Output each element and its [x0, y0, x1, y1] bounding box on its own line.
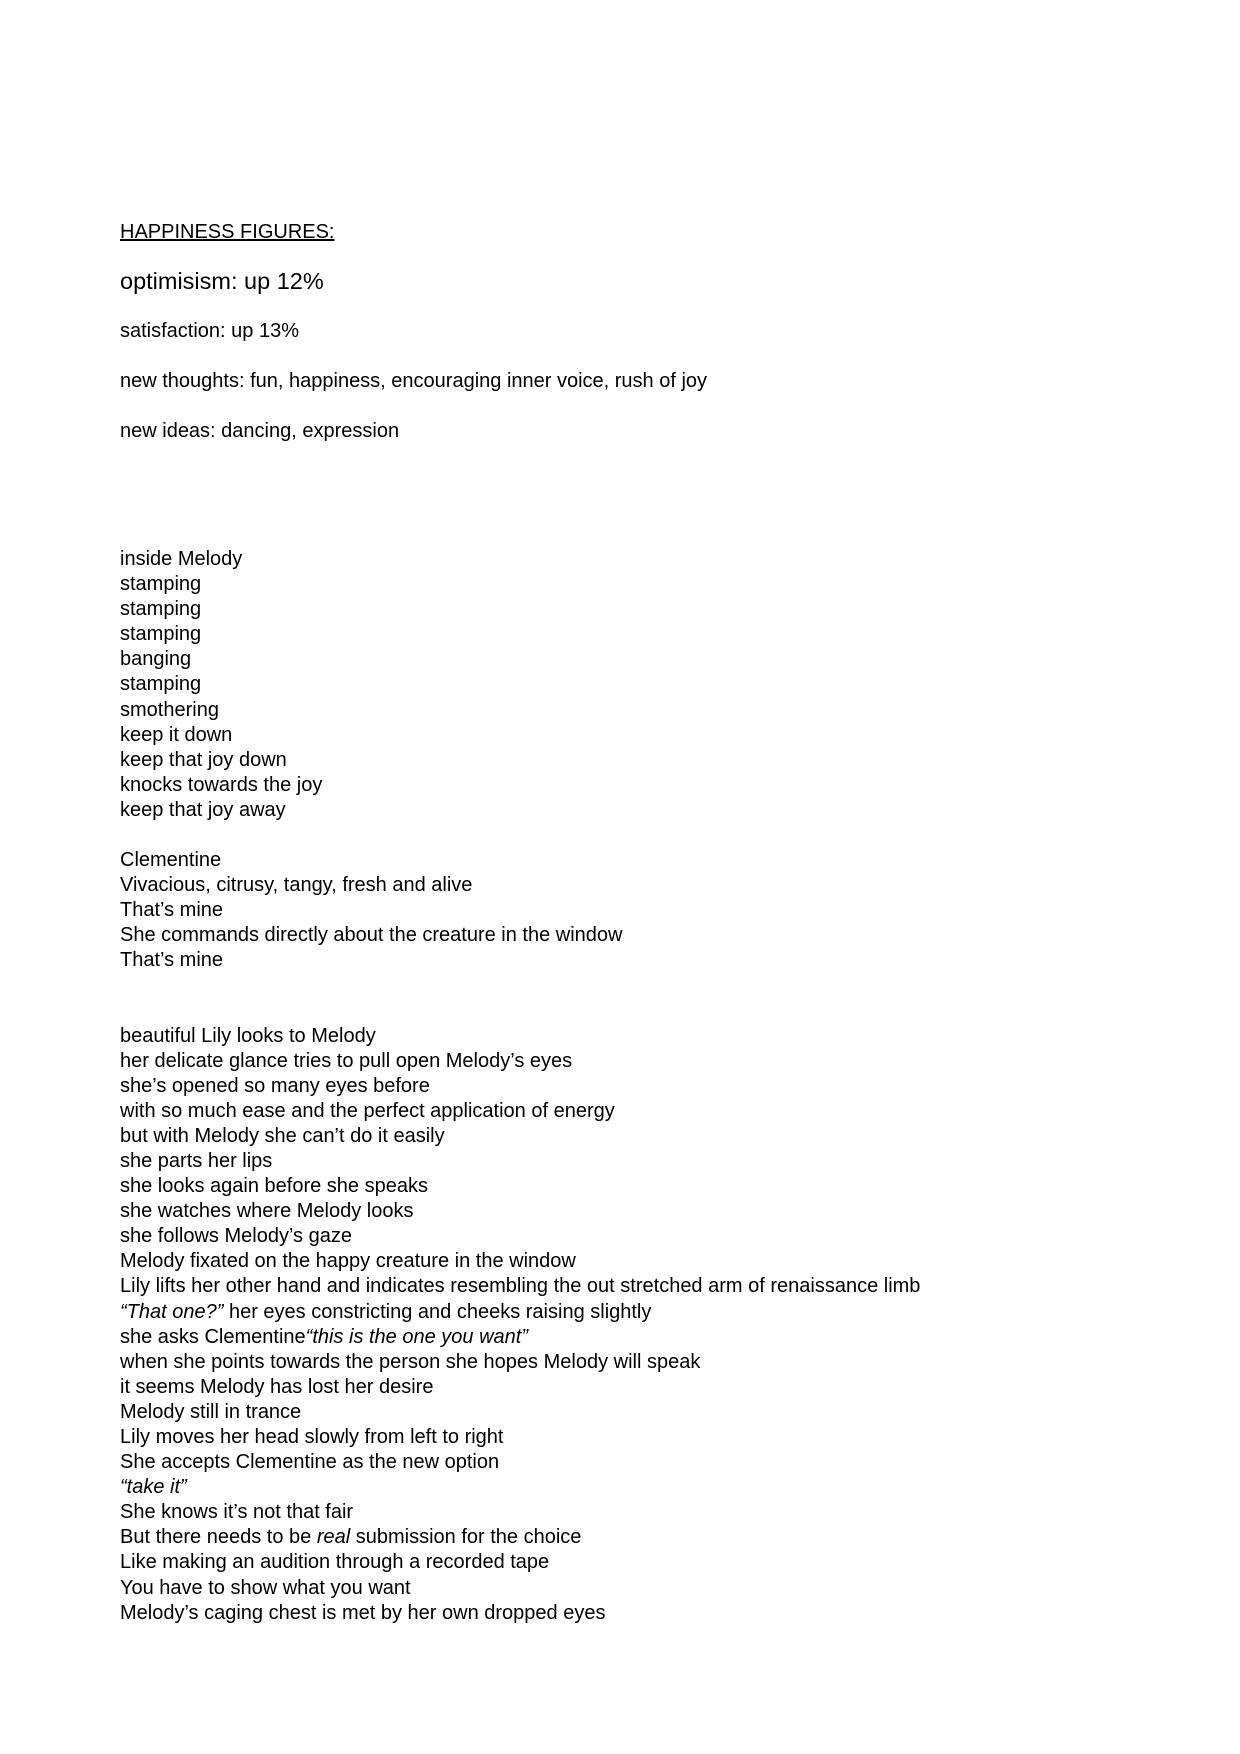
- poem-line: she parts her lips: [120, 1149, 273, 1172]
- poem-line: she’s opened so many eyes before: [120, 1074, 430, 1097]
- poem-line: smothering: [120, 698, 219, 721]
- poem-line-that-one: [120, 1300, 1180, 1325]
- poem-line: She knows it’s not that fair: [120, 1501, 354, 1524]
- poem-line: stamping: [120, 598, 202, 621]
- stanza-clementine: [120, 848, 1180, 973]
- quote-take-it: “take it”: [120, 1476, 187, 1499]
- poem-line-real: [120, 1525, 1180, 1550]
- poem-line: Melody fixated on the happy creature in the window: [120, 1250, 576, 1273]
- poem-line: it seems Melody has lost her desire: [120, 1375, 434, 1398]
- poem-line: She accepts Clementine as the new option: [120, 1451, 500, 1474]
- line-fragment: submission for the choice: [350, 1526, 582, 1549]
- poem-line: with so much ease and the perfect application of energy: [120, 1099, 615, 1122]
- happiness-figures-section: [120, 218, 1180, 445]
- poem-line: stamping: [120, 573, 202, 596]
- emphasis-real: real: [316, 1526, 351, 1549]
- optimism-figure: optimisism: up 12%: [120, 268, 324, 294]
- line-fragment: she asks Clementine: [120, 1325, 306, 1348]
- poem-line-take-it: [120, 1475, 1180, 1500]
- poem-line: stamping: [120, 673, 202, 696]
- line-fragment: But there needs to be: [120, 1526, 317, 1549]
- poem-line: Melody still in trance: [120, 1400, 302, 1423]
- poem-line-asks: [120, 1325, 1180, 1350]
- poem-line: She commands directly about the creature in the window: [120, 924, 623, 947]
- quote-one-you-want: “this is the one you want”: [305, 1325, 528, 1348]
- poem-line: Lily lifts her other hand and indicates resembling the out stretched arm of renaissance limb: [120, 1275, 921, 1298]
- quote-that-one: “That one?”: [120, 1300, 224, 1323]
- poem-line: she follows Melody’s gaze: [120, 1225, 352, 1248]
- poem-line: Vivacious, citrusy, tangy, fresh and alive: [120, 874, 473, 897]
- poem-line: she looks again before she speaks: [120, 1175, 428, 1198]
- poem-line: but with Melody she can’t do it easily: [120, 1124, 445, 1147]
- poem-line: inside Melody: [120, 548, 243, 570]
- poem-line: knocks towards the joy: [120, 773, 323, 796]
- poem-line: Like making an audition through a recorded tape: [120, 1551, 550, 1574]
- poem-line: Clementine: [120, 849, 222, 872]
- document-body: [120, 218, 1180, 1626]
- satisfaction-figure: satisfaction: up 13%: [120, 320, 299, 342]
- line-fragment: her eyes constricting and cheeks raising slightly: [223, 1300, 652, 1323]
- poem-line: Melody’s caging chest is met by her own dropped eyes: [120, 1601, 606, 1624]
- new-thoughts-figure: new thoughts: fun, happiness, encouraging inner voice, rush of joy: [120, 370, 708, 392]
- poem-line: beautiful Lily looks to Melody: [120, 1024, 376, 1047]
- poem-line: when she points towards the person she hopes Melody will speak: [120, 1350, 701, 1373]
- poem-line: she watches where Melody looks: [120, 1200, 414, 1223]
- new-ideas-figure: new ideas: dancing, expression: [120, 420, 400, 442]
- poem-line: banging: [120, 648, 192, 671]
- stanza-lily: [120, 1024, 1180, 1626]
- poem-line: keep that joy away: [120, 798, 286, 821]
- stanza-melody: [120, 547, 1180, 823]
- poem-line: keep that joy down: [120, 748, 287, 771]
- poem-line: That’s mine: [120, 949, 224, 972]
- section-heading: HAPPINESS FIGURES:: [120, 221, 335, 243]
- poem-line: stamping: [120, 623, 202, 646]
- poem-line: her delicate glance tries to pull open Melody’s eyes: [120, 1049, 573, 1072]
- poem-line: That’s mine: [120, 899, 224, 922]
- poem-line: Lily moves her head slowly from left to right: [120, 1426, 504, 1448]
- poem-line: keep it down: [120, 723, 233, 746]
- poem-line: You have to show what you want: [120, 1576, 411, 1599]
